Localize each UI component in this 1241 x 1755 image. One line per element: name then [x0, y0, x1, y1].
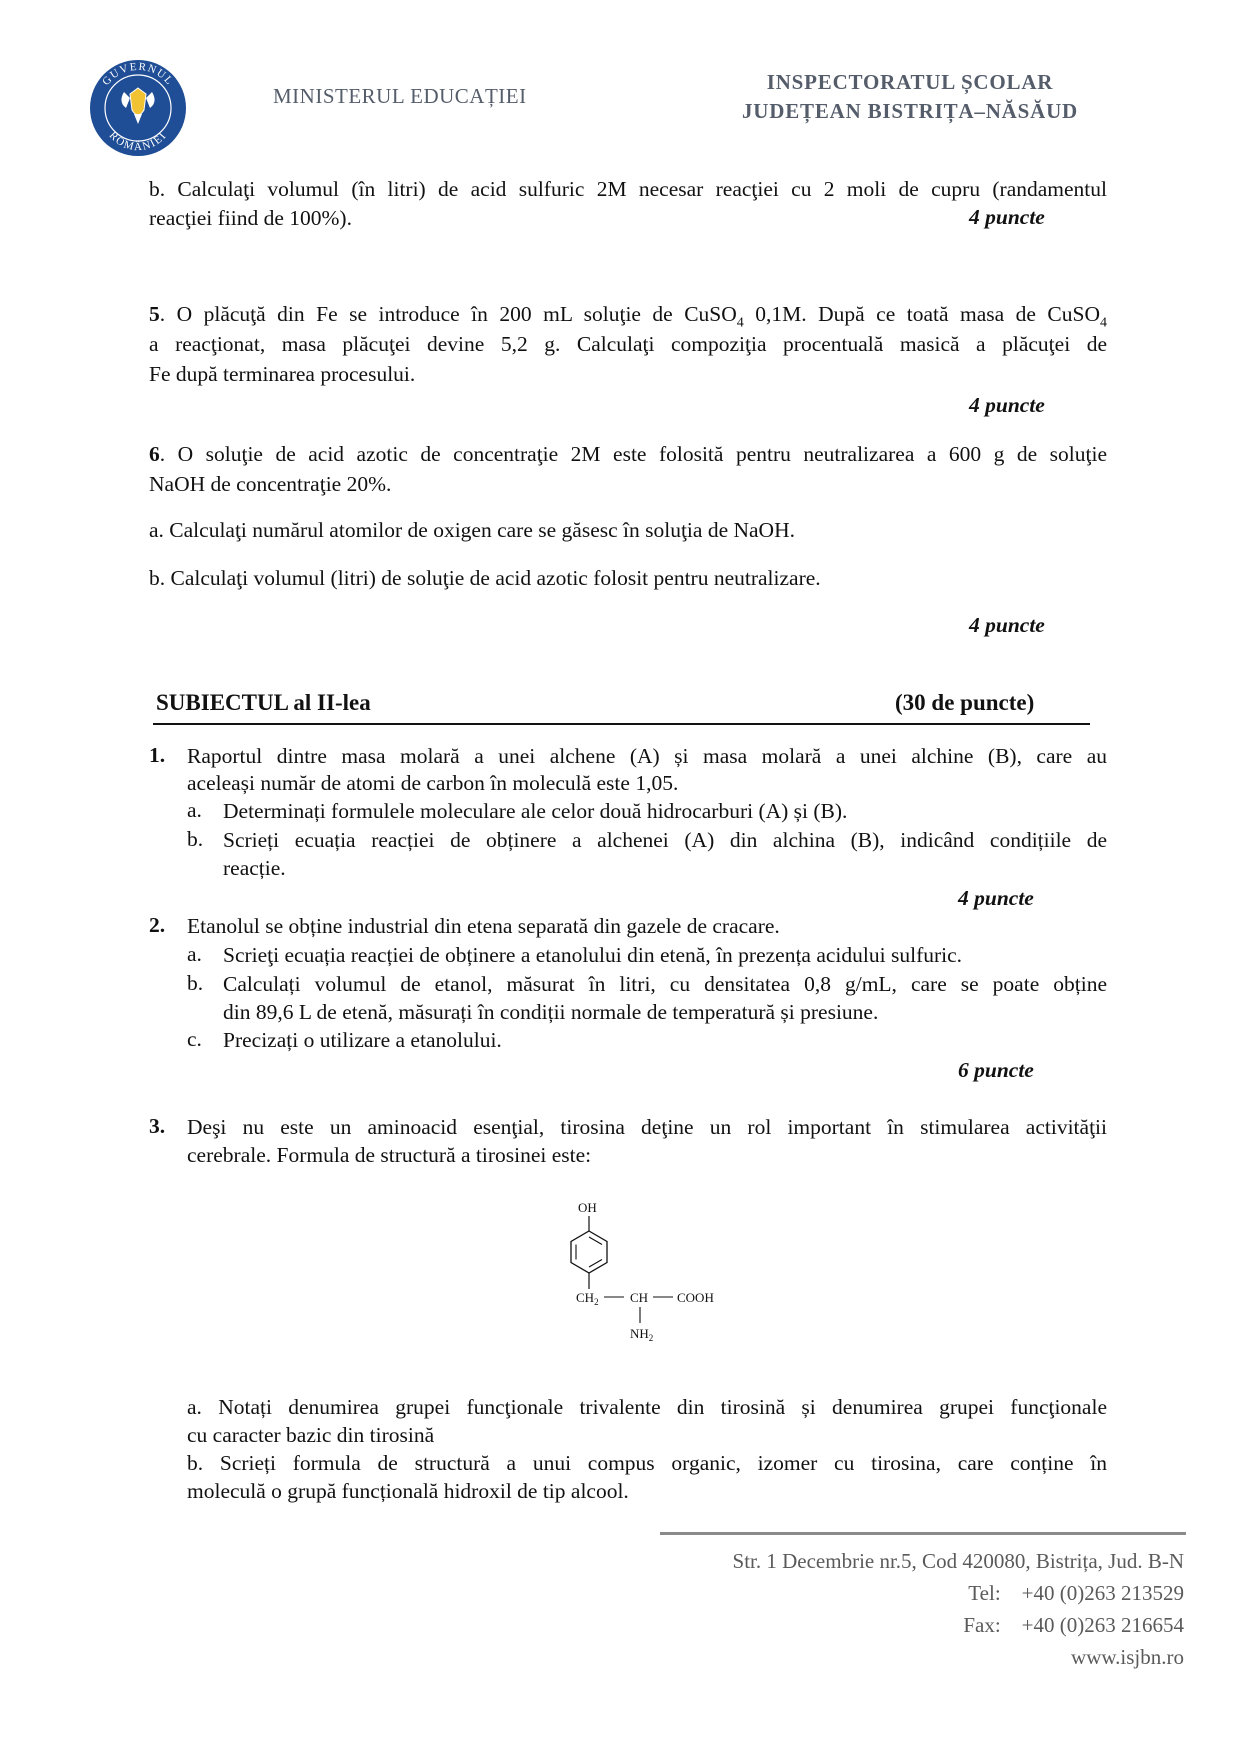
- emblem-text-bottom: ROMÂNIEI: [106, 129, 170, 154]
- oh-group: OH: [578, 1200, 597, 1215]
- s2q1-b-label: b.: [187, 827, 204, 851]
- subject2-rule: [153, 723, 1090, 725]
- footer-tel: Tel: +40 (0)263 213529: [968, 1581, 1184, 1605]
- q6-number: 6: [149, 442, 160, 466]
- s2q2-b-line1: Calculați volumul de etanol, măsurat în litri, cu densitatea 0,8 g/mL, care se poate obține: [223, 972, 1107, 996]
- s2q1-a: Determinați formulele moleculare ale celor două hidrocarburi (A) și (B).: [223, 799, 848, 823]
- footer-contact: [600, 1545, 1184, 1673]
- q6-line1: 6. O soluţie de acid azotic de concentraţie 2M este folosită pentru neutralizarea a 600 g de soluţie: [149, 442, 1107, 466]
- tyrosine-structure-drawing: [560, 1195, 760, 1380]
- q5-line1: 5. O plăcuţă din Fe se introduce în 200 mL soluţie de CuSO$_4$ 0,1M. După ce toată masa de CuSO$_4$: [149, 302, 1107, 331]
- q6-a: a. Calculaţi numărul atomilor de oxigen care se găsesc în soluţia de NaOH.: [149, 518, 795, 542]
- footer-website: www.isjbn.ro: [1071, 1645, 1184, 1669]
- s2q2-a-label: a.: [187, 942, 202, 966]
- s2q2-number: 2.: [149, 913, 166, 937]
- nh2-group: $NH_2$: [630, 1326, 654, 1343]
- q5-number: 5: [149, 302, 160, 326]
- q4b-points: 4 puncte: [969, 205, 1045, 229]
- s2q3-b-line1: b. Scrieți formula de structură a unui compus organic, izomer cu tirosina, care conține în: [187, 1451, 1107, 1475]
- s2q1-number: 1.: [149, 743, 166, 767]
- subject2-points: (30 de puncte): [895, 690, 1035, 715]
- s2q2-b-label: b.: [187, 971, 204, 995]
- s2q3-line2: cerebrale. Formula de structură a tirosinei este:: [187, 1143, 592, 1167]
- q6-line2: NaOH de concentraţie 20%.: [149, 472, 392, 496]
- ch2-group: $CH_2$: [576, 1290, 599, 1307]
- q5-line3: Fe după terminarea procesului.: [149, 362, 416, 386]
- s2q1-a-label: a.: [187, 798, 202, 822]
- s2q3-number: 3.: [149, 1114, 166, 1138]
- emblem-text-top: GUVERNUL: [100, 60, 176, 88]
- q6-b: b. Calculaţi volumul (litri) de soluţie de acid azotic folosit pentru neutralizare.: [149, 566, 821, 590]
- q5-points: 4 puncte: [969, 393, 1045, 417]
- s2q3-line1: Deşi nu este un aminoacid esenţial, tirosina deţine un rol important în stimularea activităţii: [187, 1115, 1107, 1139]
- s2q1-b-line1: Scrieți ecuația reacției de obținere a alchenei (A) din alchina (B), indicând condițiile de: [223, 828, 1107, 852]
- ministry-name: MINISTERUL EDUCAȚIEI: [273, 84, 527, 108]
- s2q2-line1: Etanolul se obține industrial din etena separată din gazele de cracare.: [187, 914, 780, 938]
- guvernul-romaniei-seal-icon: [88, 58, 188, 158]
- q4b-line2: reacţiei fiind de 100%).: [149, 206, 352, 230]
- q5-line2: a reacţionat, masa plăcuţei devine 5,2 g. Calculaţi compoziţia procentuală masică a plăcuţei de: [149, 332, 1107, 356]
- s2q3-a-line2: cu caracter bazic din tirosină: [187, 1423, 435, 1447]
- footer-fax: Fax: +40 (0)263 216654: [963, 1613, 1184, 1637]
- s2q2-a: Scrieţi ecuația reacției de obținere a etanolului din etenă, în prezența acidului sulfuric.: [223, 943, 963, 967]
- q4b-line1: b. Calculaţi volumul (în litri) de acid sulfuric 2M necesar reacţiei cu 2 moli de cupru (randamentul: [149, 177, 1107, 201]
- s2q3-a-line1: a. Notați denumirea grupei funcţionale trivalente din tirosină și denumirea grupei funcţionale: [187, 1395, 1107, 1419]
- government-emblem: [88, 58, 188, 158]
- footer-address: Str. 1 Decembrie nr.5, Cod 420080, Bistrița, Jud. B-N: [732, 1549, 1184, 1573]
- tyrosine-structure: [560, 1195, 760, 1380]
- s2q2-points: 6 puncte: [958, 1058, 1034, 1082]
- s2q2-c: Precizați o utilizare a etanolului.: [223, 1028, 502, 1052]
- s2q2-c-label: c.: [187, 1027, 202, 1051]
- s2q1-b-line2: reacție.: [223, 856, 286, 880]
- footer-rule: [660, 1532, 1186, 1535]
- s2q1-line2: aceleași număr de atomi de carbon în moleculă este 1,05.: [187, 771, 679, 795]
- inspectorate-name: [700, 68, 1120, 126]
- inspectorate-line1: INSPECTORATUL ȘCOLAR: [766, 70, 1054, 94]
- s2q1-points: 4 puncte: [958, 886, 1034, 910]
- subject2-title: SUBIECTUL al II-lea: [156, 690, 371, 715]
- ch-group: CH: [630, 1290, 649, 1305]
- s2q3-b-line2: moleculă o grupă funcțională hidroxil de tip alcool.: [187, 1479, 629, 1503]
- s2q1-line1: Raportul dintre masa molară a unei alchene (A) și masa molară a unei alchine (B), care au: [187, 744, 1107, 768]
- inspectorate-line2: JUDEȚEAN BISTRIȚA–NĂSĂUD: [741, 99, 1078, 123]
- q6-points: 4 puncte: [969, 613, 1045, 637]
- cooh-group: COOH: [677, 1290, 714, 1305]
- s2q2-b-line2: din 89,6 L de etenă, măsurați în condiții normale de temperatură și presiune.: [223, 1000, 879, 1024]
